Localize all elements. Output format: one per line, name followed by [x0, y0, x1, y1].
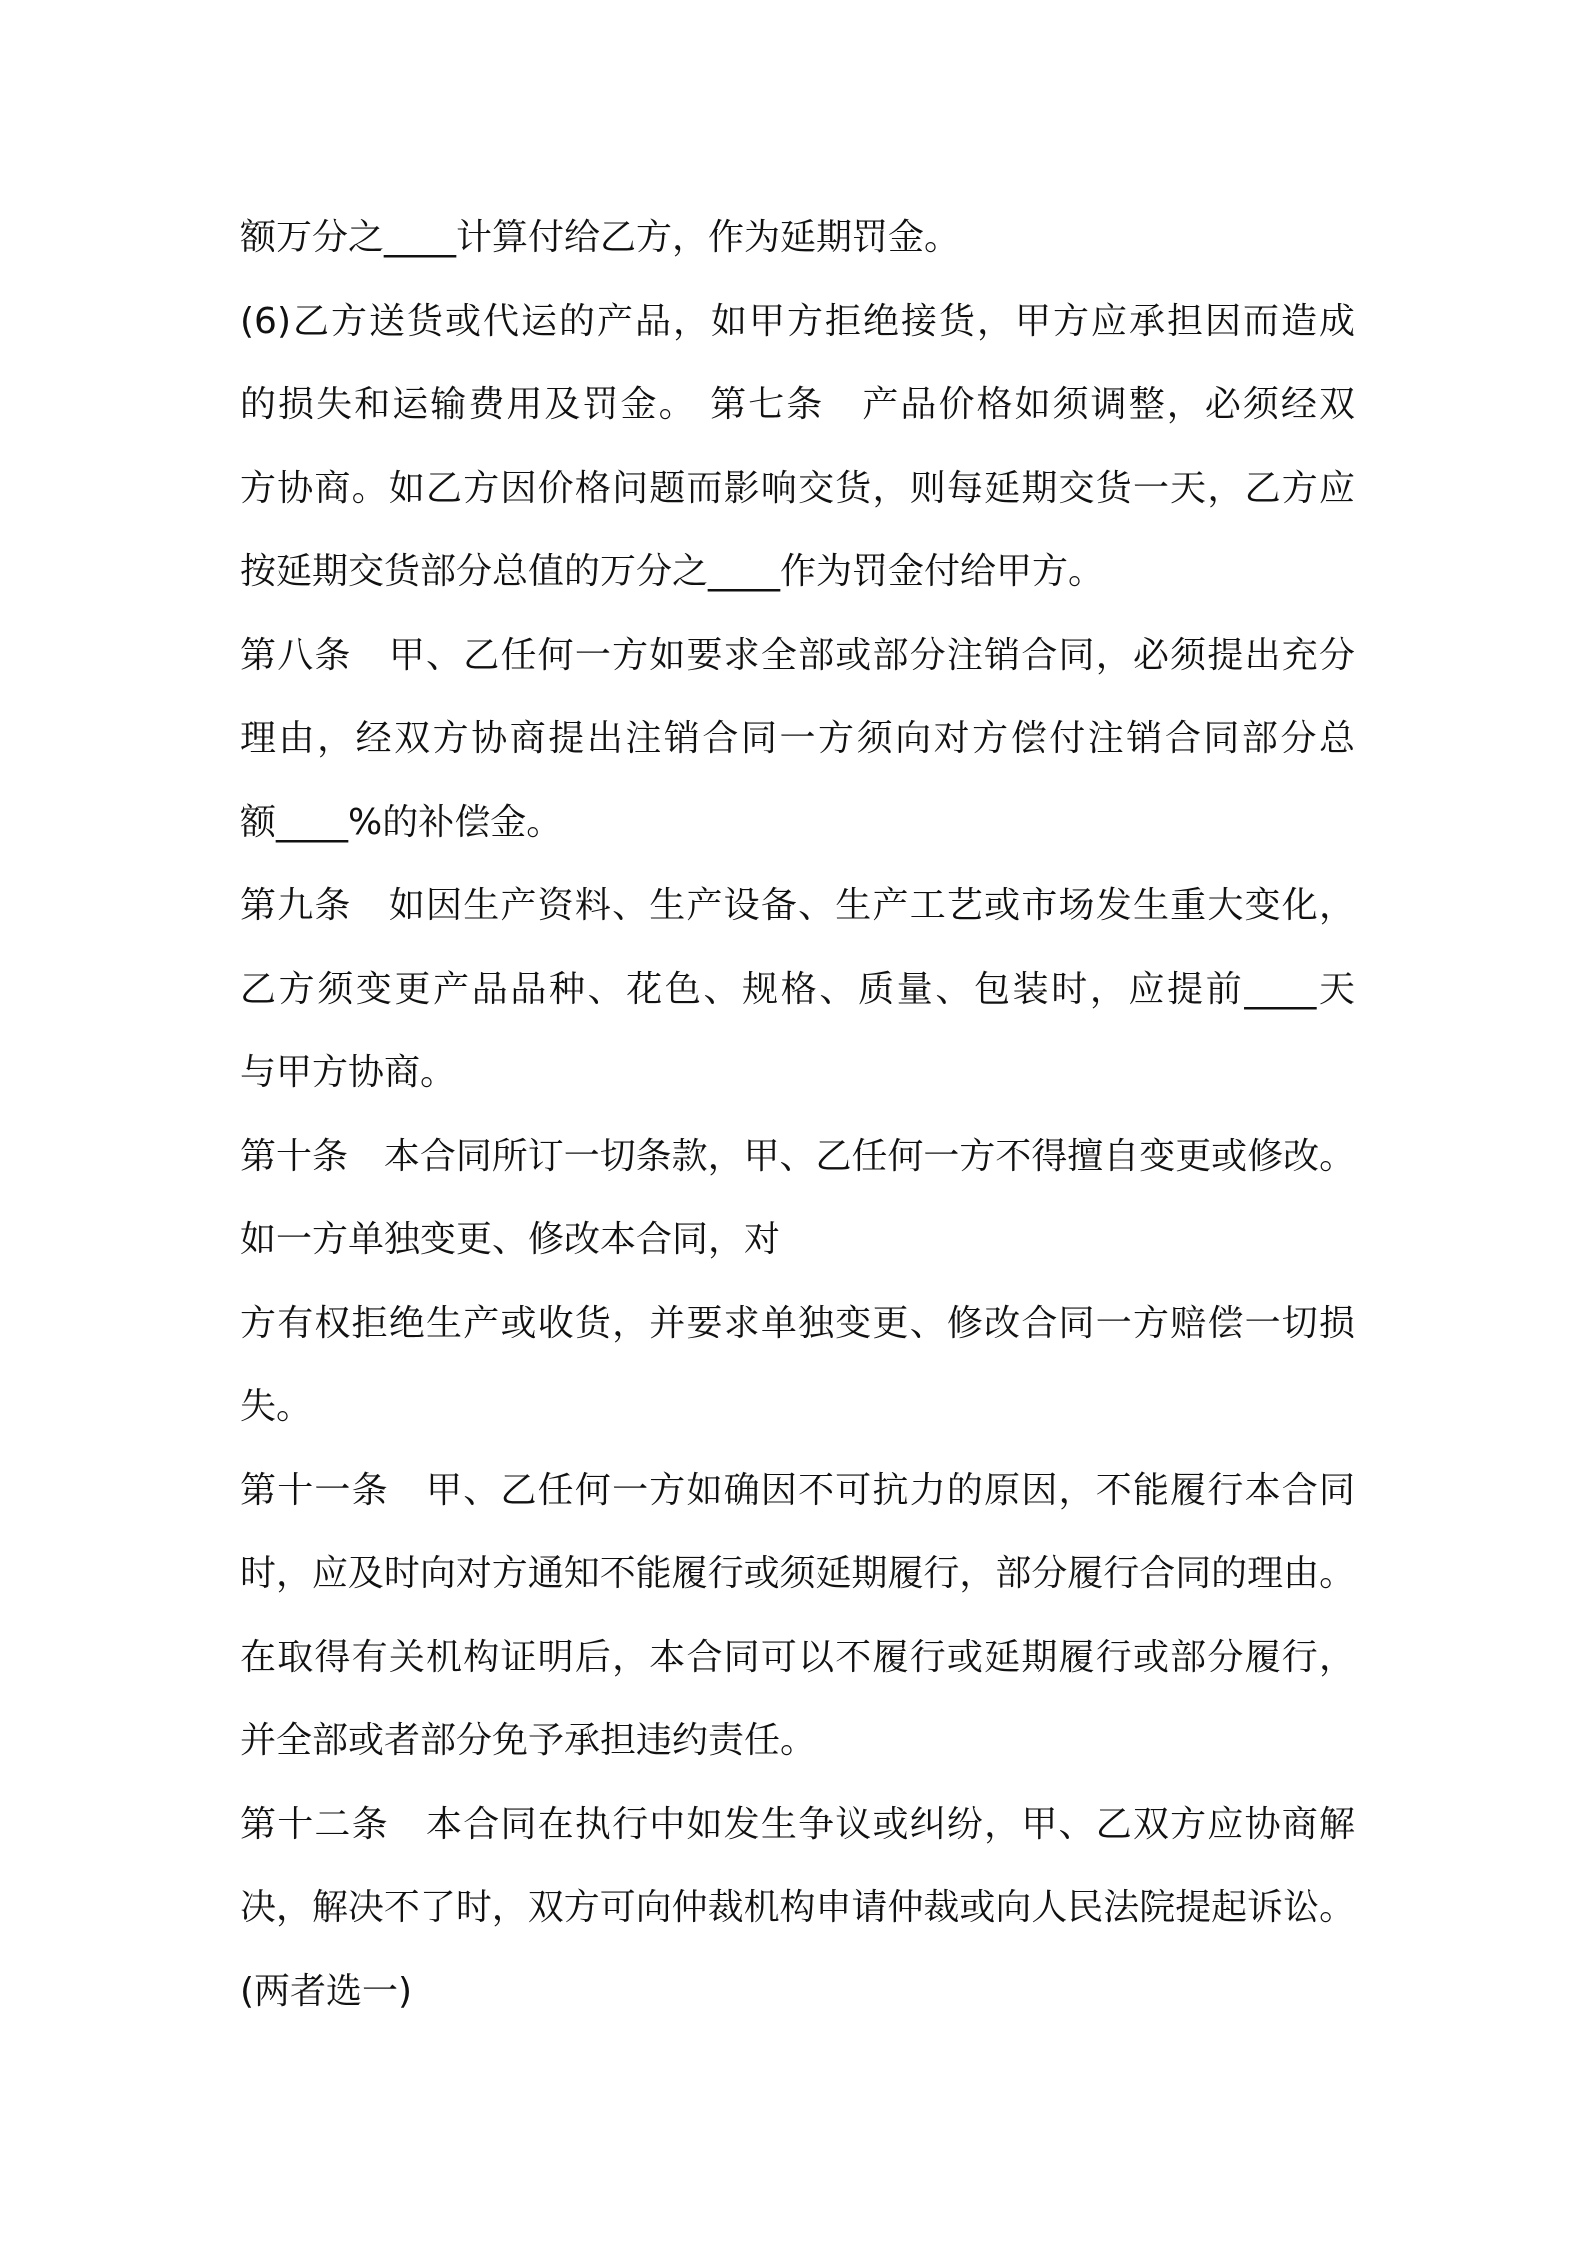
- text-line-10: 乙方须变更产品品种、花色、规格、质量、包装时，应提前____天: [240, 968, 1355, 1010]
- text-line-12: 第十条 本合同所订一切条款，甲、乙任何一方不得擅自变更或修改。: [240, 1135, 1356, 1177]
- text-line-4: 方协商。如乙方因价格问题而影响交货，则每延期交货一天，乙方应: [240, 467, 1355, 509]
- text-line-21: 决，解决不了时，双方可向仲裁机构申请仲裁或向人民法院提起诉讼。: [240, 1887, 1356, 1928]
- text-line-2: (6)乙方送货或代运的产品，如甲方拒绝接货，甲方应承担因而造成: [240, 300, 1355, 342]
- text-line-6: 第八条 甲、乙任何一方如要求全部或部分注销合同，必须提出充分: [240, 634, 1355, 676]
- text-line-13: 如一方单独变更、修改本合同，对: [240, 1219, 781, 1260]
- text-line-7: 理由，经双方协商提出注销合同一方须向对方偿付注销合同部分总: [240, 718, 1355, 759]
- text-line-20: 第十二条 本合同在执行中如发生争议或纠纷，甲、乙双方应协商解: [240, 1803, 1355, 1845]
- text-line-17: 时，应及时向对方通知不能履行或须延期履行，部分履行合同的理由。: [240, 1553, 1356, 1594]
- text-line-9: 第九条 如因生产资料、生产设备、生产工艺或市场发生重大变化，: [240, 885, 1355, 926]
- text-line-22: (两者选一): [240, 1970, 413, 2012]
- text-line-16: 第十一条 甲、乙任何一方如确因不可抗力的原因，不能履行本合同: [240, 1469, 1355, 1511]
- text-line-18: 在取得有关机构证明后，本合同可以不履行或延期履行或部分履行，: [240, 1636, 1355, 1678]
- text-line-14: 方有权拒绝生产或收货，并要求单独变更、修改合同一方赔偿一切损: [240, 1302, 1355, 1344]
- text-line-5: 按延期交货部分总值的万分之____作为罚金付给甲方。: [240, 551, 1105, 592]
- text-line-15: 失。: [240, 1386, 313, 1427]
- text-line-11: 与甲方协商。: [240, 1052, 457, 1093]
- contract-text-body: [240, 196, 1355, 2033]
- text-line-8: 额____%的补偿金。: [240, 801, 563, 843]
- text-line-1: 额万分之____计算付给乙方，作为延期罚金。: [240, 217, 961, 258]
- text-line-3: 的损失和运输费用及罚金。 第七条 产品价格如须调整，必须经双: [240, 384, 1355, 425]
- text-line-19: 并全部或者部分免予承担违约责任。: [240, 1720, 817, 1761]
